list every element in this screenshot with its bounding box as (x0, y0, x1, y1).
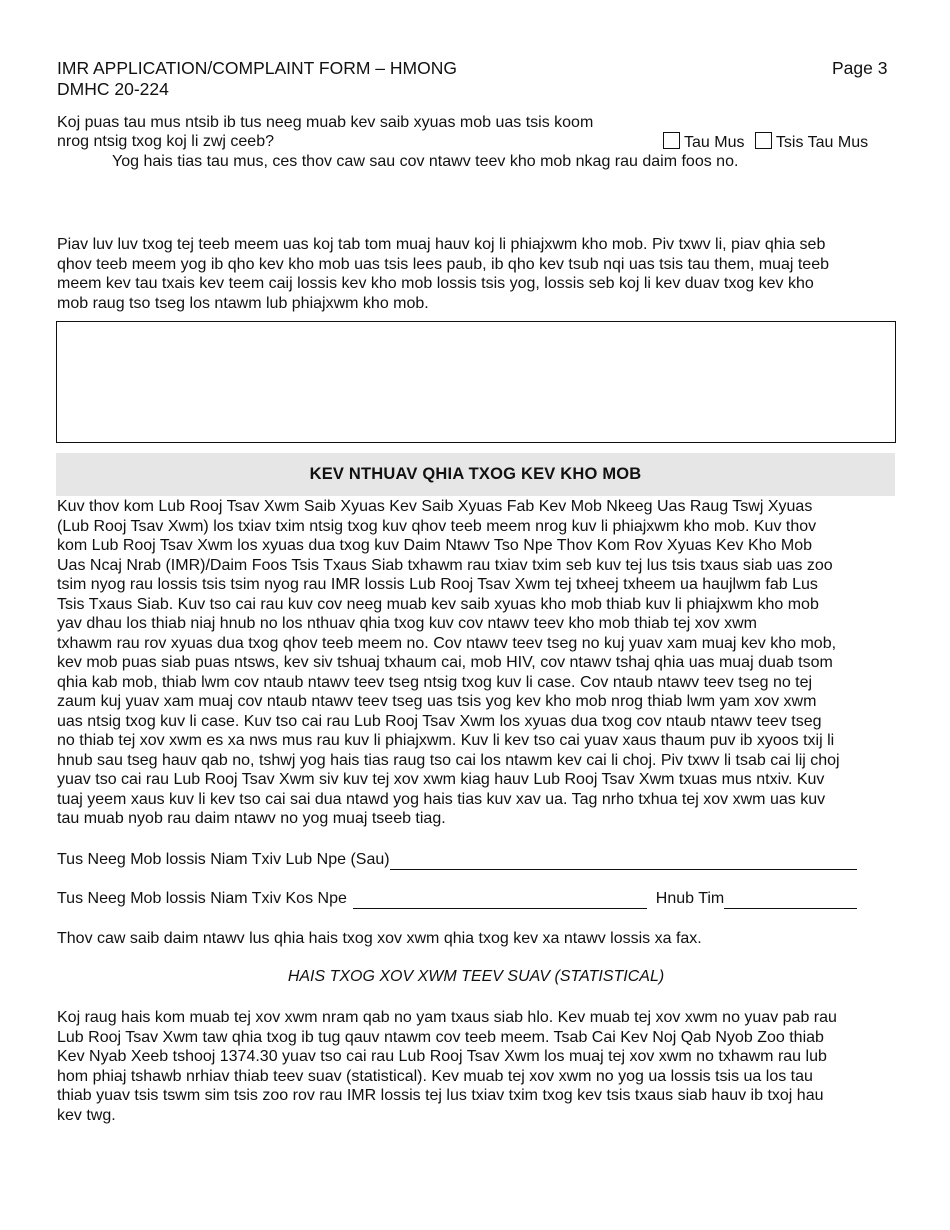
date-field[interactable] (724, 893, 857, 909)
paragraph-line: (Lub Rooj Tsav Xwm) los txiav txim ntsig txog kuv qhov teeb meem nrog kuv li phiajxwm kho mob. Kuv thov (57, 517, 817, 535)
name-label: Tus Neeg Mob lossis Niam Txiv Lub Npe (Sau) (57, 851, 390, 868)
statistical-heading: HAIS TXOG XOV XWM TEEV SUAV (STATISTICAL) (287, 968, 665, 985)
name-row (57, 850, 857, 870)
signature-row (57, 889, 857, 909)
paragraph-line: tsim nyog rau lossis tsis tsim nyog rau IMR lossis Lub Rooj Tsav Xwm tej txheej txheem ua haujlwm fab Lus (57, 576, 818, 593)
option-no[interactable] (755, 132, 868, 152)
form-title: IMR APPLICATION/COMPLAINT FORM – HMONG (57, 58, 457, 78)
prompt-line: mob raug tso tseg los ntawm lub phiajxwm kho mob. (57, 294, 429, 312)
no-checkbox[interactable] (755, 132, 772, 149)
question-line-1: Koj puas tau mus ntsib ib tus neeg muab kev saib xyuas mob uas tsis koom (57, 114, 594, 131)
paragraph-line: qhia kab mob, thiab lwm cov ntaub ntawv teev tseg ntsig txog kuv li case. Cov ntaub ntawv teev tseg no tej (57, 673, 813, 691)
name-field[interactable] (390, 854, 857, 870)
follow-up-instruction: Yog hais tias tau mus, ces thov caw sau cov ntawv teev kho mob nkag rau daim foos no. (112, 153, 739, 170)
yes-no-options (663, 132, 868, 152)
paragraph-line: Lub Rooj Tsav Xwm taw qhia txog ib tug qauv ntawm cov teeb meem. Tsab Cai Kev Noj Qab Nyob Zoo thiab (57, 1028, 824, 1046)
paragraph-line: kom Lub Rooj Tsav Xwm los xyuas dua txog kuv Daim Ntawv Tso Npe Thov Kom Rov Xyuas Kev Kho Mob (57, 537, 812, 554)
prompt-line: meem kev tau txais kev teem caij lossis kev kho mob lossis tsis yog, lossis seb koj li kev duav txog kev kho (57, 275, 814, 292)
paragraph-line: Koj raug hais kom muab tej xov xwm nram qab no yam txaus siab hlo. Kev muab tej xov xwm no yuav pab rau (57, 1009, 837, 1026)
paragraph-line: txhawm rau rov xyuas dua txog qhov teeb meem no. Cov ntawv teev tseg no kuj yuav xam muaj kev kho mob, (57, 634, 837, 652)
date-label: Hnub Tim (655, 890, 725, 907)
question-line-2: nrog ntsig txog koj li zwj ceeb? (57, 133, 274, 150)
paragraph-line: uas ntsig txog kuv li case. Kuv tso cai rau Lub Rooj Tsav Xwm los xyuas dua txog cov ntaub ntawv teev tseg (57, 712, 822, 730)
paragraph-line: kev mob puas siab puas ntsws, kev siv tshuaj txhaum cai, mob HIV, cov ntawv tshaj qhia uas muaj duab tsom (57, 654, 833, 671)
option-no-label: Tsis Tau Mus (775, 134, 869, 151)
paragraph-line: hnub sau tseg hauv qab no, tshwj yog hais tias raug tso cai los ntawm kev cai li choj. Piv txwv li tsab cai lij choj (57, 751, 840, 769)
description-prompt (57, 235, 897, 313)
page-number: Page 3 (832, 58, 888, 78)
statistical-paragraph (57, 1008, 902, 1125)
signature-field[interactable] (353, 893, 647, 909)
paragraph-line: kev twg. (57, 1106, 116, 1124)
paragraph-line: thiab yuav tsis tswm sim tsis zoo rov rau IMR lossis tej lus txiav txim txog kev tsis txaus siab hauv ib txoj hau (57, 1087, 824, 1104)
paragraph-line: zaum kuj yuav xam muaj cov ntaub ntawv teev tseg uas tsis yog kev kho mob nrog thiab lwm yam xov xwm (57, 693, 817, 710)
paragraph-line: yuav tso cai rau Lub Rooj Tsav Xwm siv kuv tej xov xwm kiag hauv Lub Rooj Tsav Xwm txuas mus ntxiv. Kuv (57, 771, 825, 788)
signature-label: Tus Neeg Mob lossis Niam Txiv Kos Npe (57, 890, 347, 907)
paragraph-line: no thiab tej xov xwm es xa nws mus rau kuv li phiajxwm. Kuv li kev tso cai yuav xaus thaum puv ib xyoos txij li (57, 732, 835, 749)
yes-checkbox[interactable] (663, 132, 680, 149)
paragraph-line: yav dhau los thiab niaj hnub no los nthuav qhia txog kuv cov ntawv teev kho mob thiab tej xov xwm (57, 615, 757, 632)
form-code: DMHC 20-224 (57, 79, 169, 99)
prompt-line: qhov teeb meem yog ib qho kev kho mob uas tsis lees paub, ib qho kev tsub nqi uas tsis tau them, muaj teeb (57, 255, 829, 273)
paragraph-line: Kev Nyab Xeeb tshooj 1374.30 yuav tso cai rau Lub Rooj Tsav Xwm los muaj tej xov xwm no txhawm rau lub (57, 1048, 827, 1065)
paragraph-line: tuaj yeem xaus kuv li kev tso cai sai dua ntawd yog hais tias kuv xav ua. Tag nrho txhua tej xov xwm uas kuv (57, 790, 826, 808)
fax-note: Thov caw saib daim ntawv lus qhia hais txog xov xwm qhia txog kev xa ntawv lossis xa fax. (57, 930, 702, 947)
paragraph-line: tau muab nyob rau daim ntawv no yog muaj tseeb tiag. (57, 810, 446, 827)
description-textarea[interactable] (56, 321, 896, 443)
paragraph-line: Kuv thov kom Lub Rooj Tsav Xwm Saib Xyuas Kev Saib Xyuas Fab Kev Mob Nkeeg Uas Raug Tswj Xyuas (57, 498, 813, 515)
paragraph-line: hom phiaj tshawb nrhiav thiab teev suav (statistical). Kev muab tej xov xwm no yog ua lossis tsis ua los tau (57, 1067, 813, 1085)
medical-info-paragraph (57, 497, 902, 829)
section-title: KEV NTHUAV QHIA TXOG KEV KHO MOB (309, 465, 642, 483)
option-yes-label: Tau Mus (684, 134, 745, 151)
prompt-line: Piav luv luv txog tej teeb meem uas koj tab tom muaj hauv koj li phiajxwm kho mob. Piv txwv li, piav qhia seb (57, 236, 826, 253)
option-yes[interactable] (663, 132, 744, 152)
paragraph-line: Tsis Txaus Siab. Kuv tso cai rau kuv cov neeg muab kev saib xyuas kho mob thiab kuv li phiajxwm kho mob (57, 595, 819, 613)
paragraph-line: Uas Ncaj Nrab (IMR)/Daim Foos Tsis Txaus Siab txhawm rau txiav txim seb kuv tej lus tsis txaus siab uas zoo (57, 556, 833, 574)
